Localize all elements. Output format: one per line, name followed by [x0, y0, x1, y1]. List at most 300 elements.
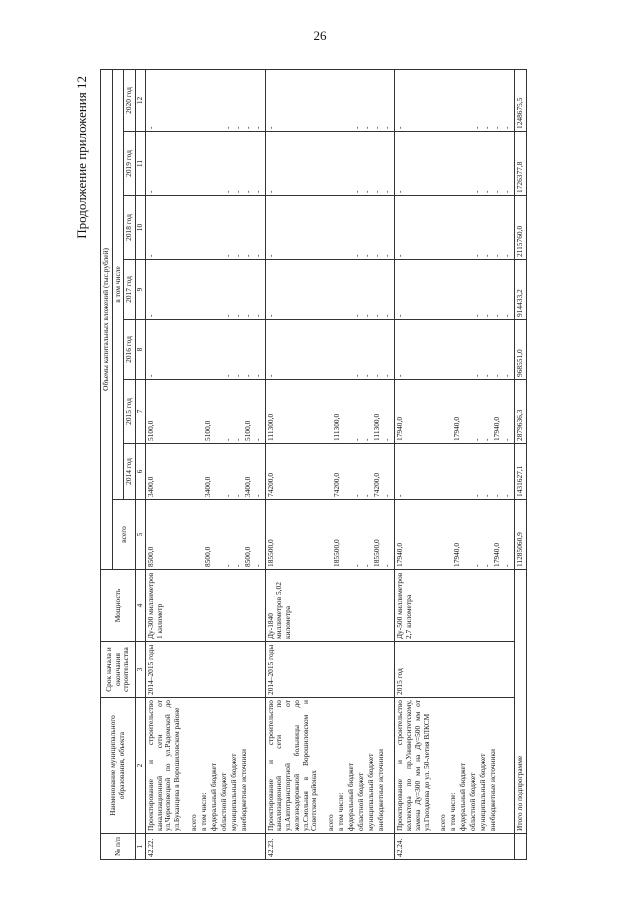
- value-cell: [265, 444, 395, 500]
- breakdown-value: -: [242, 126, 252, 129]
- main-value: 74200,0: [265, 472, 275, 497]
- value-cell: [395, 500, 515, 570]
- spacer: [323, 262, 333, 317]
- breakdown-value: 111300,0: [332, 413, 342, 441]
- col-number: 10: [136, 196, 146, 260]
- header-2020: 2020 год: [124, 69, 136, 131]
- breakdown-value: -: [482, 438, 492, 441]
- breakdown-value: [453, 446, 463, 497]
- spacer: [303, 198, 313, 257]
- spacer: [303, 322, 313, 377]
- breakdown-value: -: [382, 438, 392, 441]
- spacer: [164, 382, 174, 441]
- subtotal-num: [515, 834, 527, 860]
- breakdown-label: в том числе:: [336, 792, 346, 831]
- header-2016: 2016 год: [124, 320, 136, 380]
- spacer: [433, 134, 443, 193]
- spacer: [303, 382, 313, 441]
- value-cell: [265, 500, 395, 570]
- spacer: [293, 134, 303, 193]
- main-value: -: [395, 254, 405, 257]
- breakdown-value: 74200,0: [332, 472, 342, 497]
- breakdown-value: -: [492, 190, 502, 193]
- spacer: [174, 198, 184, 257]
- breakdown-value: [343, 134, 353, 193]
- breakdown-value: -: [362, 374, 372, 377]
- value-cell: [395, 320, 515, 380]
- subtotal-value: 968551,0: [515, 320, 527, 380]
- col-number: 12: [136, 69, 146, 131]
- col-number: 3: [136, 642, 146, 698]
- header-incl: в том числе: [112, 69, 124, 499]
- spacer: [184, 502, 194, 567]
- breakdown-value: [204, 262, 214, 317]
- breakdown-value: 5100,0: [202, 420, 212, 441]
- capital-investment-table: [100, 69, 527, 860]
- header-2015: 2015 год: [124, 380, 136, 444]
- breakdown-value: 8500,0: [242, 546, 252, 567]
- header-2017: 2017 год: [124, 260, 136, 320]
- breakdown-label: муниципальный бюджет: [228, 753, 238, 831]
- breakdown-value: -: [472, 564, 482, 567]
- value-cell: [395, 444, 515, 500]
- spacer: [303, 134, 313, 193]
- spacer: [405, 198, 413, 257]
- spacer: [433, 198, 443, 257]
- value-cell: [145, 320, 265, 380]
- breakdown-value: [343, 382, 353, 441]
- spacer: [174, 72, 184, 129]
- breakdown-value: [214, 72, 224, 129]
- item-period: 2014–2015 годы: [265, 642, 395, 698]
- breakdown-value: -: [362, 190, 372, 193]
- spacer: [293, 382, 303, 441]
- breakdown-value: -: [352, 314, 362, 317]
- breakdown-value: [214, 322, 224, 377]
- breakdown-value: -: [232, 126, 242, 129]
- breakdown-value: -: [362, 126, 372, 129]
- spacer: [413, 198, 423, 257]
- header-2019: 2019 год: [124, 132, 136, 196]
- spacer: [174, 322, 184, 377]
- col-number: 7: [136, 380, 146, 444]
- breakdown-value: -: [232, 374, 242, 377]
- value-cell: [265, 69, 395, 131]
- breakdown-value: -: [372, 190, 382, 193]
- breakdown-value: [343, 502, 353, 567]
- spacer: [413, 262, 423, 317]
- subtotal-value: 11285060,9: [515, 500, 527, 570]
- spacer: [433, 322, 443, 377]
- breakdown-label: внебюджетные источники: [488, 748, 498, 831]
- subtotal-value: 914433,2: [515, 260, 527, 320]
- spacer: [275, 322, 283, 377]
- main-value: 185500,0: [265, 539, 275, 567]
- breakdown-value: 185500,0: [372, 539, 382, 567]
- breakdown-label: внебюджетные источники: [238, 748, 248, 831]
- spacer: [313, 382, 323, 441]
- spacer: [405, 446, 413, 497]
- spacer: [164, 72, 174, 129]
- spacer: [283, 502, 293, 567]
- breakdown-value: -: [362, 438, 372, 441]
- breakdown-label: внебюджетные источники: [376, 748, 386, 831]
- spacer: [275, 198, 283, 257]
- subtotal-label: Итого по подпрограмме: [515, 570, 527, 834]
- spacer: [423, 382, 433, 441]
- breakdown-value: -: [482, 126, 492, 129]
- spacer: [283, 72, 293, 129]
- breakdown-value: -: [372, 314, 382, 317]
- breakdown-label: муниципальный бюджет: [366, 753, 376, 831]
- table-row: [145, 69, 265, 859]
- breakdown-value: -: [482, 190, 492, 193]
- spacer: [156, 446, 164, 497]
- spacer: [303, 446, 313, 497]
- value-cell: [395, 132, 515, 196]
- spacer: [313, 322, 323, 377]
- main-value: 17940,0: [395, 416, 405, 441]
- breakdown-value: -: [242, 190, 252, 193]
- breakdown-value: -: [502, 564, 512, 567]
- spacer: [433, 72, 443, 129]
- spacer: [293, 322, 303, 377]
- item-title: Проектирование и строительство коллектора по пр.Университетскому, замена Ду=300 мм на Ду=500 мм от ул.Гвоздкова до ул. 50-летия ВЛКСМ: [395, 700, 431, 831]
- spacer: [423, 446, 433, 497]
- breakdown-label: областной бюджет: [356, 772, 366, 831]
- breakdown-value: [333, 198, 343, 257]
- breakdown-value: [463, 134, 473, 193]
- main-value: -: [265, 254, 275, 257]
- breakdown-value: [343, 446, 353, 497]
- breakdown-value: [463, 72, 473, 129]
- spacer: [405, 322, 413, 377]
- spacer: [174, 134, 184, 193]
- spacer: [443, 262, 453, 317]
- breakdown-value: [214, 502, 224, 567]
- breakdown-value: [214, 198, 224, 257]
- spacer: [283, 134, 293, 193]
- value-cell: [265, 260, 395, 320]
- value-cell: [145, 69, 265, 131]
- main-value: -: [145, 190, 155, 193]
- spacer: [405, 382, 413, 441]
- spacer: [293, 502, 303, 567]
- breakdown-value: -: [382, 190, 392, 193]
- breakdown-value: [463, 382, 473, 441]
- breakdown-value: -: [232, 254, 242, 257]
- spacer: [184, 382, 194, 441]
- spacer: [313, 262, 323, 317]
- main-value: -: [265, 374, 275, 377]
- col-number: 4: [136, 570, 146, 642]
- breakdown-label: федеральный бюджет: [458, 762, 468, 831]
- breakdown-label: областной бюджет: [218, 772, 228, 831]
- breakdown-label: областной бюджет: [468, 772, 478, 831]
- header-total: всего: [112, 500, 135, 570]
- spacer: [275, 382, 283, 441]
- breakdown-value: -: [232, 564, 242, 567]
- header-volumes: Объемы капитальных вложений (тыс.рублей): [101, 69, 113, 569]
- item-capacity: Ду-1840 миллиметров 5,02 километра: [265, 570, 395, 642]
- value-cell: [395, 380, 515, 444]
- spacer: [174, 382, 184, 441]
- breakdown-value: -: [502, 494, 512, 497]
- item-number: 42.23.: [265, 834, 395, 860]
- breakdown-value: -: [372, 374, 382, 377]
- breakdown-value: [204, 72, 214, 129]
- spacer: [405, 72, 413, 129]
- breakdown-value: -: [482, 494, 492, 497]
- spacer: [293, 198, 303, 257]
- spacer: [433, 382, 443, 441]
- spacer: [174, 446, 184, 497]
- breakdown-value: -: [242, 314, 252, 317]
- breakdown-value: [333, 262, 343, 317]
- spacer: [443, 446, 453, 497]
- breakdown-value: -: [492, 374, 502, 377]
- spacer: [194, 262, 204, 317]
- breakdown-value: -: [372, 126, 382, 129]
- breakdown-value: -: [222, 254, 232, 257]
- main-value: 3400,0: [145, 476, 155, 497]
- breakdown-value: -: [232, 190, 242, 193]
- item-period: 2015 год: [395, 642, 515, 698]
- spacer: [156, 322, 164, 377]
- breakdown-value: -: [362, 254, 372, 257]
- spacer: [413, 446, 423, 497]
- spacer: [156, 198, 164, 257]
- breakdown-label: федеральный бюджет: [208, 762, 218, 831]
- value-cell: [145, 260, 265, 320]
- spacer: [275, 502, 283, 567]
- breakdown-value: [453, 72, 463, 129]
- main-value: 5100,0: [145, 420, 155, 441]
- spacer: [443, 322, 453, 377]
- spacer: [283, 382, 293, 441]
- main-value: -: [145, 314, 155, 317]
- breakdown-value: 5100,0: [242, 420, 252, 441]
- breakdown-value: -: [382, 564, 392, 567]
- spacer: [431, 700, 439, 831]
- breakdown-value: [453, 134, 463, 193]
- value-cell: [145, 132, 265, 196]
- breakdown-value: [463, 262, 473, 317]
- breakdown-label: муниципальный бюджет: [478, 753, 488, 831]
- breakdown-value: -: [362, 314, 372, 317]
- value-cell: [265, 380, 395, 444]
- spacer: [275, 446, 283, 497]
- col-number: 5: [136, 500, 146, 570]
- breakdown-value: [204, 134, 214, 193]
- breakdown-value: -: [252, 254, 262, 257]
- spacer: [184, 322, 194, 377]
- header-2014: 2014 год: [124, 444, 136, 500]
- breakdown-value: -: [222, 190, 232, 193]
- landscape-content: [74, 70, 540, 860]
- breakdown-value: [463, 322, 473, 377]
- spacer: [433, 262, 443, 317]
- breakdown-value: -: [502, 314, 512, 317]
- item-capacity: Ду-500 миллиметров 2,7 километра: [395, 570, 515, 642]
- breakdown-value: [204, 322, 214, 377]
- spacer: [413, 134, 423, 193]
- spacer: [423, 134, 433, 193]
- breakdown-value: -: [382, 126, 392, 129]
- spacer: [313, 446, 323, 497]
- breakdown-value: [204, 198, 214, 257]
- rotated-page: [74, 70, 540, 860]
- value-cell: [265, 196, 395, 260]
- spacer: [303, 72, 313, 129]
- page-number: 26: [313, 28, 327, 43]
- breakdown-value: -: [472, 190, 482, 193]
- value-cell: [145, 196, 265, 260]
- spacer: [194, 72, 204, 129]
- breakdown-value: -: [242, 374, 252, 377]
- spacer: [194, 198, 204, 257]
- spacer: [156, 134, 164, 193]
- breakdown-label: всего: [326, 814, 336, 831]
- item-name-cell: [145, 698, 265, 834]
- spacer: [156, 262, 164, 317]
- breakdown-value: -: [472, 314, 482, 317]
- breakdown-value: [343, 262, 353, 317]
- spacer: [293, 446, 303, 497]
- subtotal-value: 2879636,3: [515, 380, 527, 444]
- breakdown-label: в том числе:: [198, 792, 208, 831]
- breakdown-value: -: [502, 190, 512, 193]
- item-number: 42.24.: [395, 834, 515, 860]
- breakdown-value: -: [252, 494, 262, 497]
- main-value: -: [265, 126, 275, 129]
- breakdown-value: -: [352, 494, 362, 497]
- spacer: [423, 322, 433, 377]
- spacer: [164, 446, 174, 497]
- main-value: -: [265, 190, 275, 193]
- breakdown-value: -: [222, 564, 232, 567]
- spacer: [443, 134, 453, 193]
- breakdown-value: -: [352, 126, 362, 129]
- spacer: [156, 72, 164, 129]
- spacer: [433, 446, 443, 497]
- breakdown-value: -: [352, 438, 362, 441]
- main-value: -: [145, 254, 155, 257]
- breakdown-value: -: [222, 314, 232, 317]
- item-name-cell: [265, 698, 395, 834]
- header-name: Наименование муниципального образования, объекта: [101, 698, 136, 834]
- breakdown-value: [343, 322, 353, 377]
- breakdown-value: -: [352, 374, 362, 377]
- subtotal-value: 1431627,1: [515, 444, 527, 500]
- breakdown-label: федеральный бюджет: [346, 762, 356, 831]
- breakdown-value: [214, 446, 224, 497]
- spacer: [164, 502, 174, 567]
- value-cell: [265, 132, 395, 196]
- breakdown-value: 17940,0: [492, 542, 502, 567]
- breakdown-value: -: [252, 126, 262, 129]
- breakdown-value: -: [372, 254, 382, 257]
- col-number: 11: [136, 132, 146, 196]
- breakdown-value: -: [502, 374, 512, 377]
- spacer: [293, 262, 303, 317]
- breakdown-value: 17940,0: [452, 542, 462, 567]
- breakdown-value: -: [222, 374, 232, 377]
- breakdown-value: -: [252, 564, 262, 567]
- breakdown-value: -: [232, 438, 242, 441]
- breakdown-value: [333, 134, 343, 193]
- spacer: [323, 198, 333, 257]
- main-value: -: [265, 314, 275, 317]
- breakdown-value: -: [352, 254, 362, 257]
- breakdown-value: -: [252, 438, 262, 441]
- breakdown-value: [333, 322, 343, 377]
- spacer: [303, 502, 313, 567]
- main-value: -: [395, 494, 405, 497]
- spacer: [182, 700, 190, 831]
- breakdown-value: -: [492, 494, 502, 497]
- main-value: -: [395, 314, 405, 317]
- breakdown-value: [453, 322, 463, 377]
- spacer: [174, 502, 184, 567]
- breakdown-value: [463, 446, 473, 497]
- breakdown-value: [453, 262, 463, 317]
- subtotal-value: 1726377,8: [515, 132, 527, 196]
- breakdown-value: -: [252, 374, 262, 377]
- breakdown-value: -: [492, 314, 502, 317]
- spacer: [283, 262, 293, 317]
- spacer: [423, 262, 433, 317]
- value-cell: [145, 380, 265, 444]
- appendix-title: Продолжение приложения 12: [74, 76, 89, 239]
- breakdown-value: -: [482, 374, 492, 377]
- main-value: 8500,0: [145, 546, 155, 567]
- breakdown-value: -: [252, 190, 262, 193]
- spacer: [194, 134, 204, 193]
- spacer: [184, 198, 194, 257]
- spacer: [164, 198, 174, 257]
- spacer: [323, 134, 333, 193]
- spacer: [313, 72, 323, 129]
- breakdown-value: [463, 502, 473, 567]
- item-name-cell: [395, 698, 515, 834]
- value-cell: [395, 69, 515, 131]
- breakdown-value: -: [352, 564, 362, 567]
- header-period: Срок начала и окончания строительства: [101, 642, 136, 698]
- breakdown-value: 17940,0: [492, 416, 502, 441]
- main-value: 111300,0: [265, 413, 275, 441]
- spacer: [156, 382, 164, 441]
- breakdown-value: 3400,0: [242, 476, 252, 497]
- breakdown-value: -: [472, 374, 482, 377]
- header-capacity: Мощность: [101, 570, 136, 642]
- breakdown-label: в том числе:: [448, 792, 458, 831]
- spacer: [405, 262, 413, 317]
- spacer: [283, 446, 293, 497]
- spacer: [156, 502, 164, 567]
- spacer: [405, 134, 413, 193]
- spacer: [194, 322, 204, 377]
- value-cell: [145, 444, 265, 500]
- breakdown-value: -: [492, 254, 502, 257]
- breakdown-value: [214, 134, 224, 193]
- subtotal-value: 2115760,0: [515, 196, 527, 260]
- col-number: 6: [136, 444, 146, 500]
- breakdown-value: [343, 198, 353, 257]
- col-number: 9: [136, 260, 146, 320]
- item-title: Проектирование и строительство канализационной сети от ул.Череповецкой по ул.Радомской до ул.Буканцева в Ворошиловском районе: [145, 700, 182, 831]
- main-value: -: [395, 190, 405, 193]
